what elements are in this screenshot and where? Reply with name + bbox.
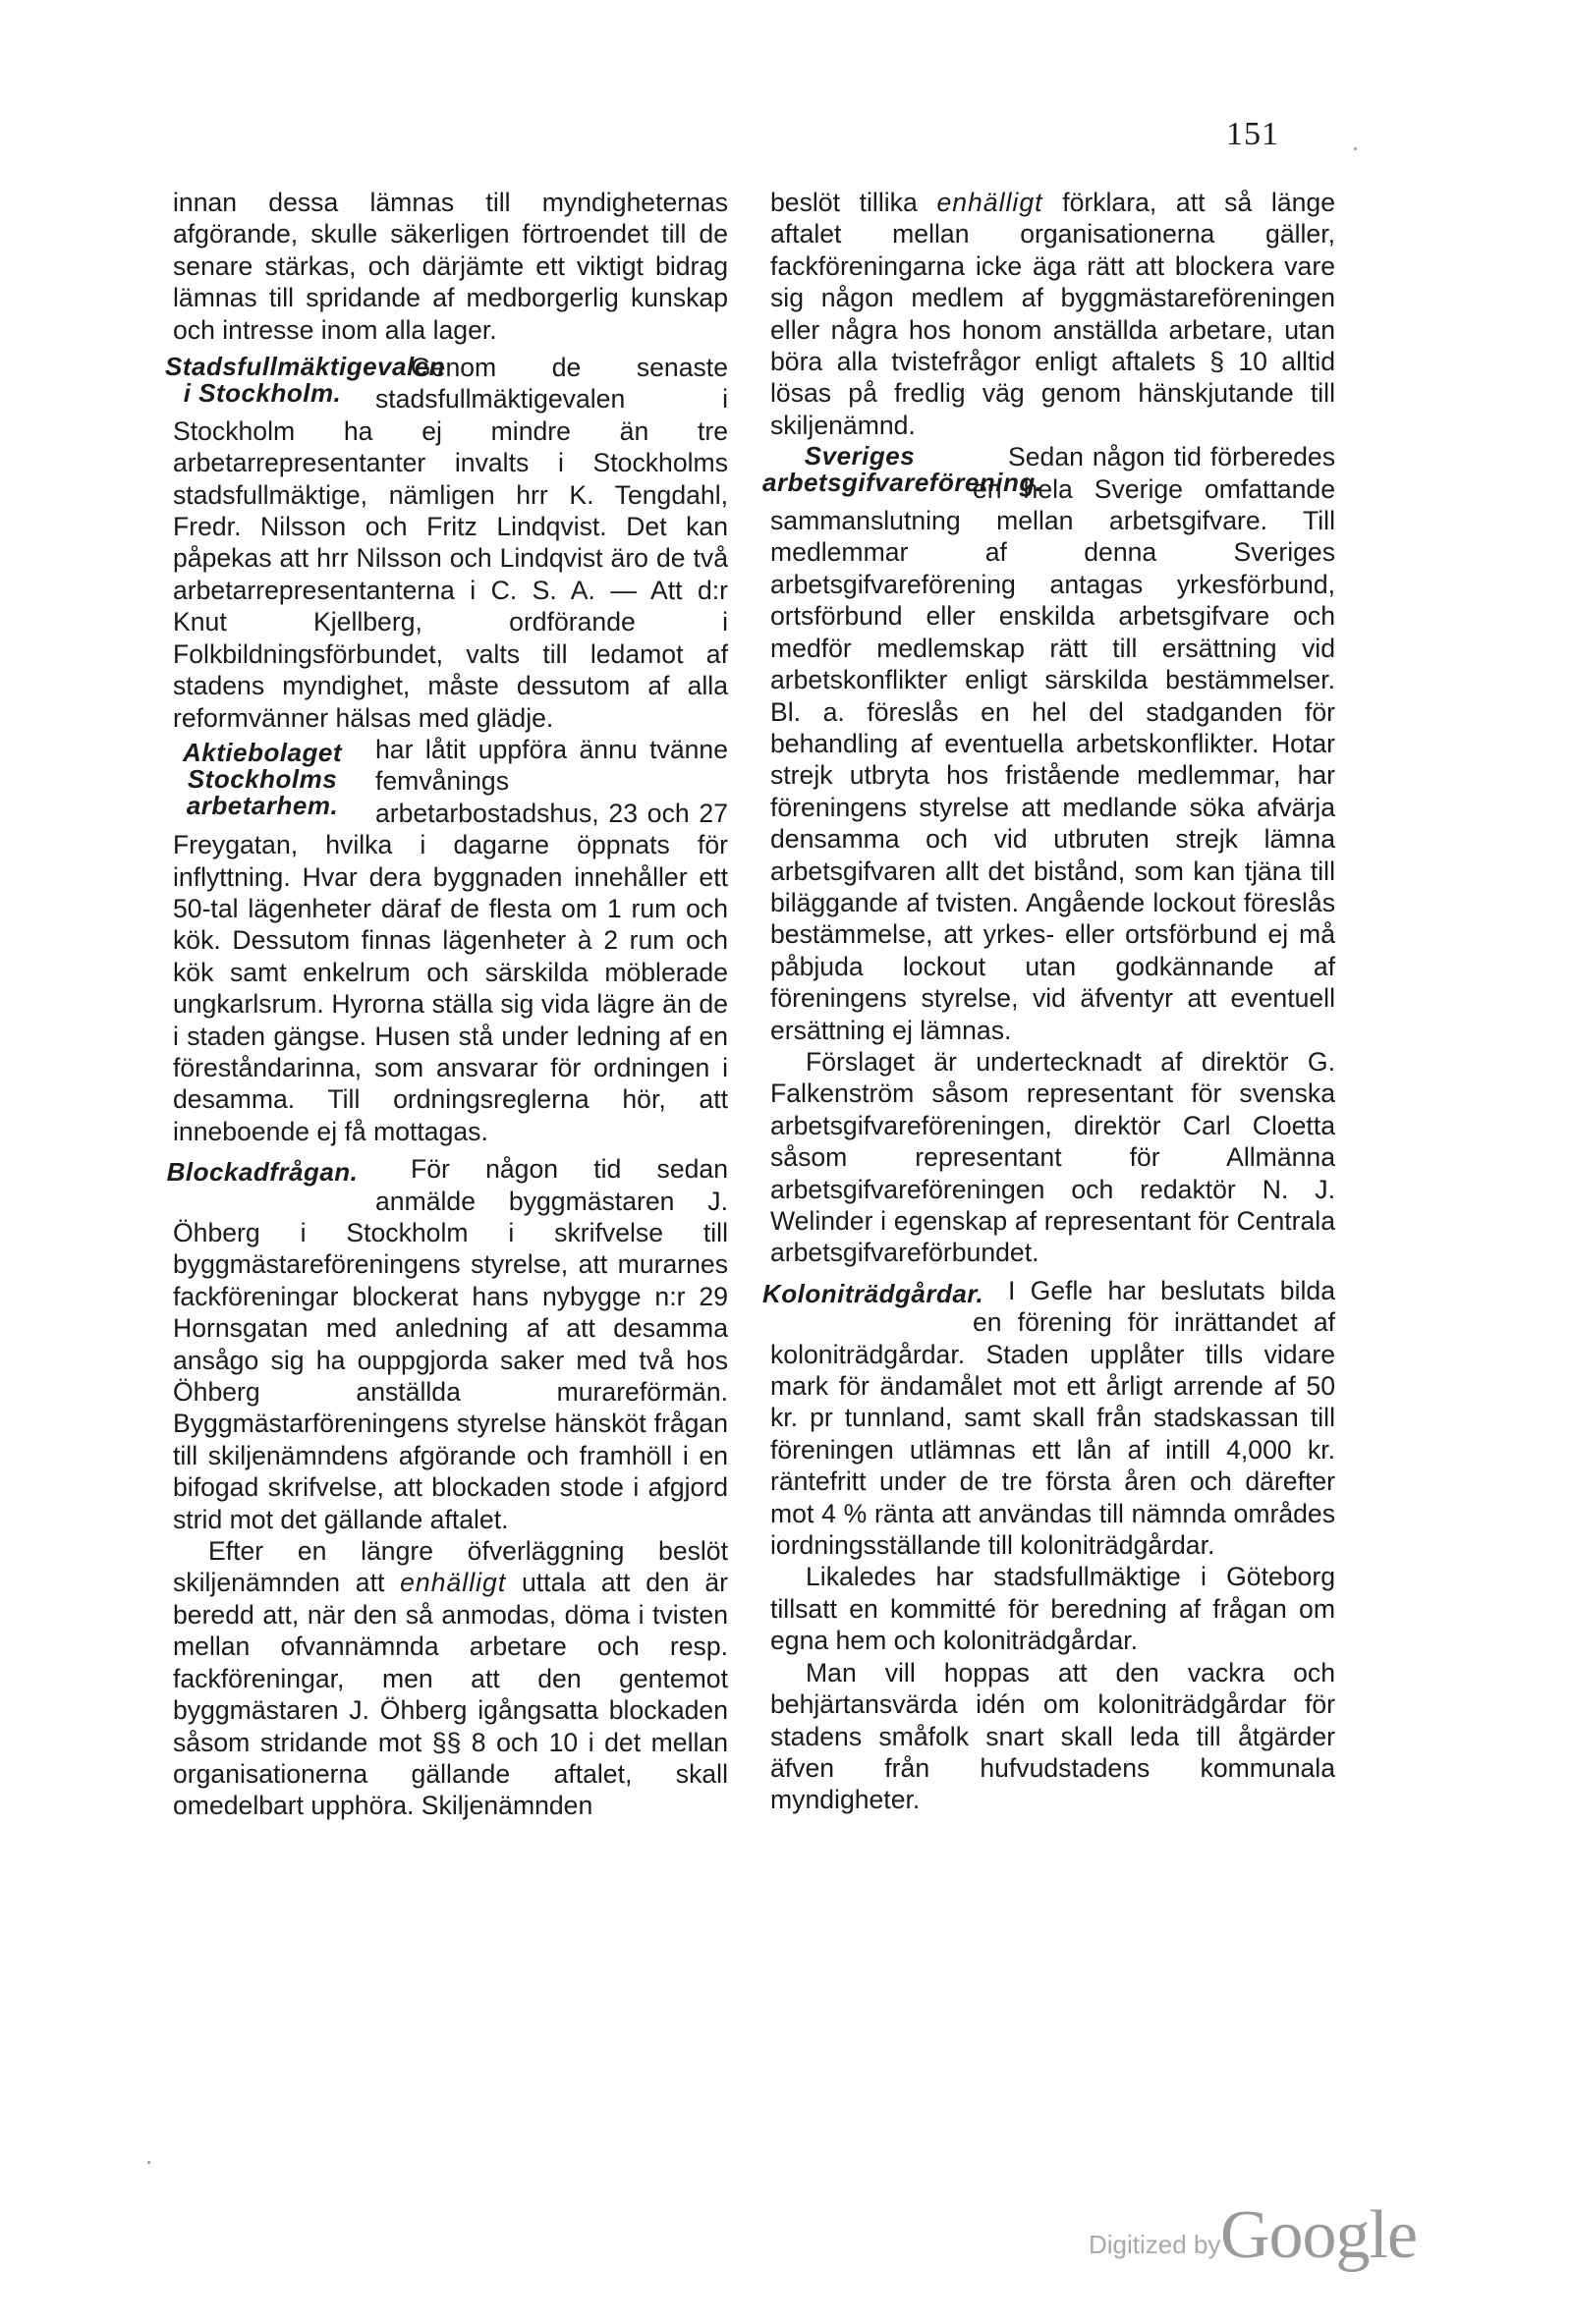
paragraph — [173, 1535, 728, 1822]
paragraph: har låtit uppföra ännu tvänne femvånings arbetarbostadshus, 23 och 27 Freygatan, hvilka i dagarne öppnats för inflyttning. Hvar dera byggnaden innehåller ett 50-tal lägenheter däraf de flesta om 1 rum och kök. Dessutom finnas lägenheter à 2 rum och kök samt enkelrum och särskilda möblerade ungkarlsrum. Hyrorna ställa sig vida lägre än de i staden gängse. Husen stå under ledning af en föreståndarinna, som ansvarar för ordningen i desamma. Till ordningsreglerna hör, att inneboende ej få mottagas. — [173, 734, 728, 1146]
page-number: 151 — [1226, 116, 1279, 152]
paragraph: Man vill hoppas att den vackra och behjärtansvärda idén om koloniträdgårdar för stadens småfolk snart skall leda till åtgärder äfven från hufvudstadens kommunala myndigheter. — [770, 1657, 1335, 1815]
paragraph: I Gefle har beslutats bilda en förening för inrättandet af koloniträdgårdar. Staden upplåter tills vidare mark för ändamålet mot ett årligt arrende af 50 kr. pr tunnland, samt skall från stadskassan till föreningen utlämnas ett lån af intill 4,000 kr. räntefritt under de tre första åren och därefter mot 4 % ränta att användas till nämnda områdes iordningsställande till koloniträdgårdar. — [770, 1275, 1335, 1561]
paragraph: Genom de senaste stadsfullmäktigevalen i Stockholm ha ej mindre än tre arbetarrepresentanter invalts i Stockholms stadsfullmäktige, nämligen hrr K. Tengdahl, Fredr. Nilsson och Fritz Lindqvist. Det kan påpekas att hrr Nilsson och Lindqvist äro de två arbetarrepresentanterna i C. S. A. — Att d:r Knut Kjellberg, ordförande i Folkbildningsförbundet, valts till ledamot af stadens myndighet, måste dessutom af alla reformvänner hälsas med glädje. — [173, 353, 728, 733]
paragraph: Likaledes har stadsfullmäktige i Göteborg tillsatt en kommitté för beredning af frågan om egna hem och koloniträdgårdar. — [770, 1562, 1335, 1656]
margin-heading: Koloniträdgårdar. — [762, 1278, 984, 1308]
paragraph — [770, 187, 1335, 441]
text-run: Efter en längre öfverläggning beslöt skiljenämnden att — [173, 1536, 728, 1598]
margin-heading: Stadsfullmäktigevalen i Stockholm. — [165, 352, 446, 409]
emphasis: enhälligt — [400, 1568, 507, 1598]
google-logo-watermark: Google — [1220, 2197, 1418, 2273]
margin-heading: Blockadfrågan. — [166, 1157, 359, 1188]
margin-heading: Aktiebolaget Stockholms arbetarhem. — [182, 737, 343, 820]
left-column — [165, 187, 728, 1822]
text-run: beslöt tillika — [770, 188, 937, 217]
scan-speck — [1354, 147, 1357, 150]
margin-heading: Sveriges arbetsgifvareförening. — [762, 441, 1043, 498]
digitized-by-label: Digitized by — [1089, 2230, 1221, 2259]
paragraph: Sedan någon tid förberedes en hela Sverige omfattande sammanslutning mellan arbetsgifvare. Till medlemmar af denna Sveriges arbetsgifvareförening antagas yrkesförbund, ortsförbund eller enskilda arbetsgifvare och medför medlemskap rätt till ersättning vid arbetskonflikter enligt särskilda bestämmelser. Bl. a. föreslås en hel del stadganden för behandling af eventuella arbetskonflikter. Hotar strejk utbryta hos fristående medlemmar, har föreningens styrelse att medlande söka afvärja densamma och vid utbruten strejk lämna arbetsgifvaren allt det bistånd, som kan tjäna till biläggande af tvisten. Angående lockout föreslås bestämmelse, att yrkes- eller ortsförbund ej må påbjuda lockout utan godkännande af föreningens styrelse, vid äfventyr att eventuell ersättning ej lämnas. — [770, 442, 1335, 1045]
text-run: uttala att den är beredd att, när den så anmodas, döma i tvisten mellan ofvannämnda arbetare och resp. fackföreningar, men att den gentemot byggmästaren J. Öhberg igångsatta blockaden såsom stridande mot §§ 8 och 10 i det mellan organisationerna gällande aftalet, skall omedelbart upphöra. Skiljenämnden — [173, 1568, 728, 1821]
paragraph: innan dessa lämnas till myndigheternas afgörande, skulle säkerligen förtroendet till de senare stärkas, och därjämte ett viktigt bidrag lämnas till spridande af medborgerlig kunskap och intresse inom alla lager. — [173, 188, 728, 345]
scan-speck — [147, 2161, 150, 2164]
text-run: förklara, att så länge aftalet mellan organisationerna gäller, fackföreningarna icke äga rätt att blockera vare sig någon medlem af byggmästareföreningen eller några hos honom anställda arbetare, utan böra alla tvistefrågor enligt aftalets § 10 alltid lösas på fredlig väg genom hänskjutande till skiljenämnd. — [770, 188, 1336, 440]
paragraph: Förslaget är undertecknadt af direktör G. Falkenström såsom representant för svenska arbetsgifvareföreningen, direktör Carl Cloetta såsom representant för Allmänna arbetsgifvareföreningen och redaktör N. J. Welinder i egenskap af representant för Centrala arbetsgifvareförbundet. — [770, 1046, 1335, 1268]
paragraph: För någon tid sedan anmälde byggmästaren J. Öhberg i Stockholm i skrifvelse till byggmästareföreningens styrelse, att murarnes fackföreningar blockerat hans nybygge n:r 29 Hornsgatan med anledning af att desamma ansågo sig ha ouppgjorda saker med två hos Öhberg anställda murareförmän. Byggmästarföreningens styrelse hänsköt frågan till skiljenämndens afgörande och framhöll i en bifogad skrifvelse, att blockaden stode i afgjord strid mot det gällande aftalet. — [173, 1154, 728, 1534]
emphasis: enhälligt — [936, 188, 1043, 217]
right-column — [762, 187, 1336, 1816]
